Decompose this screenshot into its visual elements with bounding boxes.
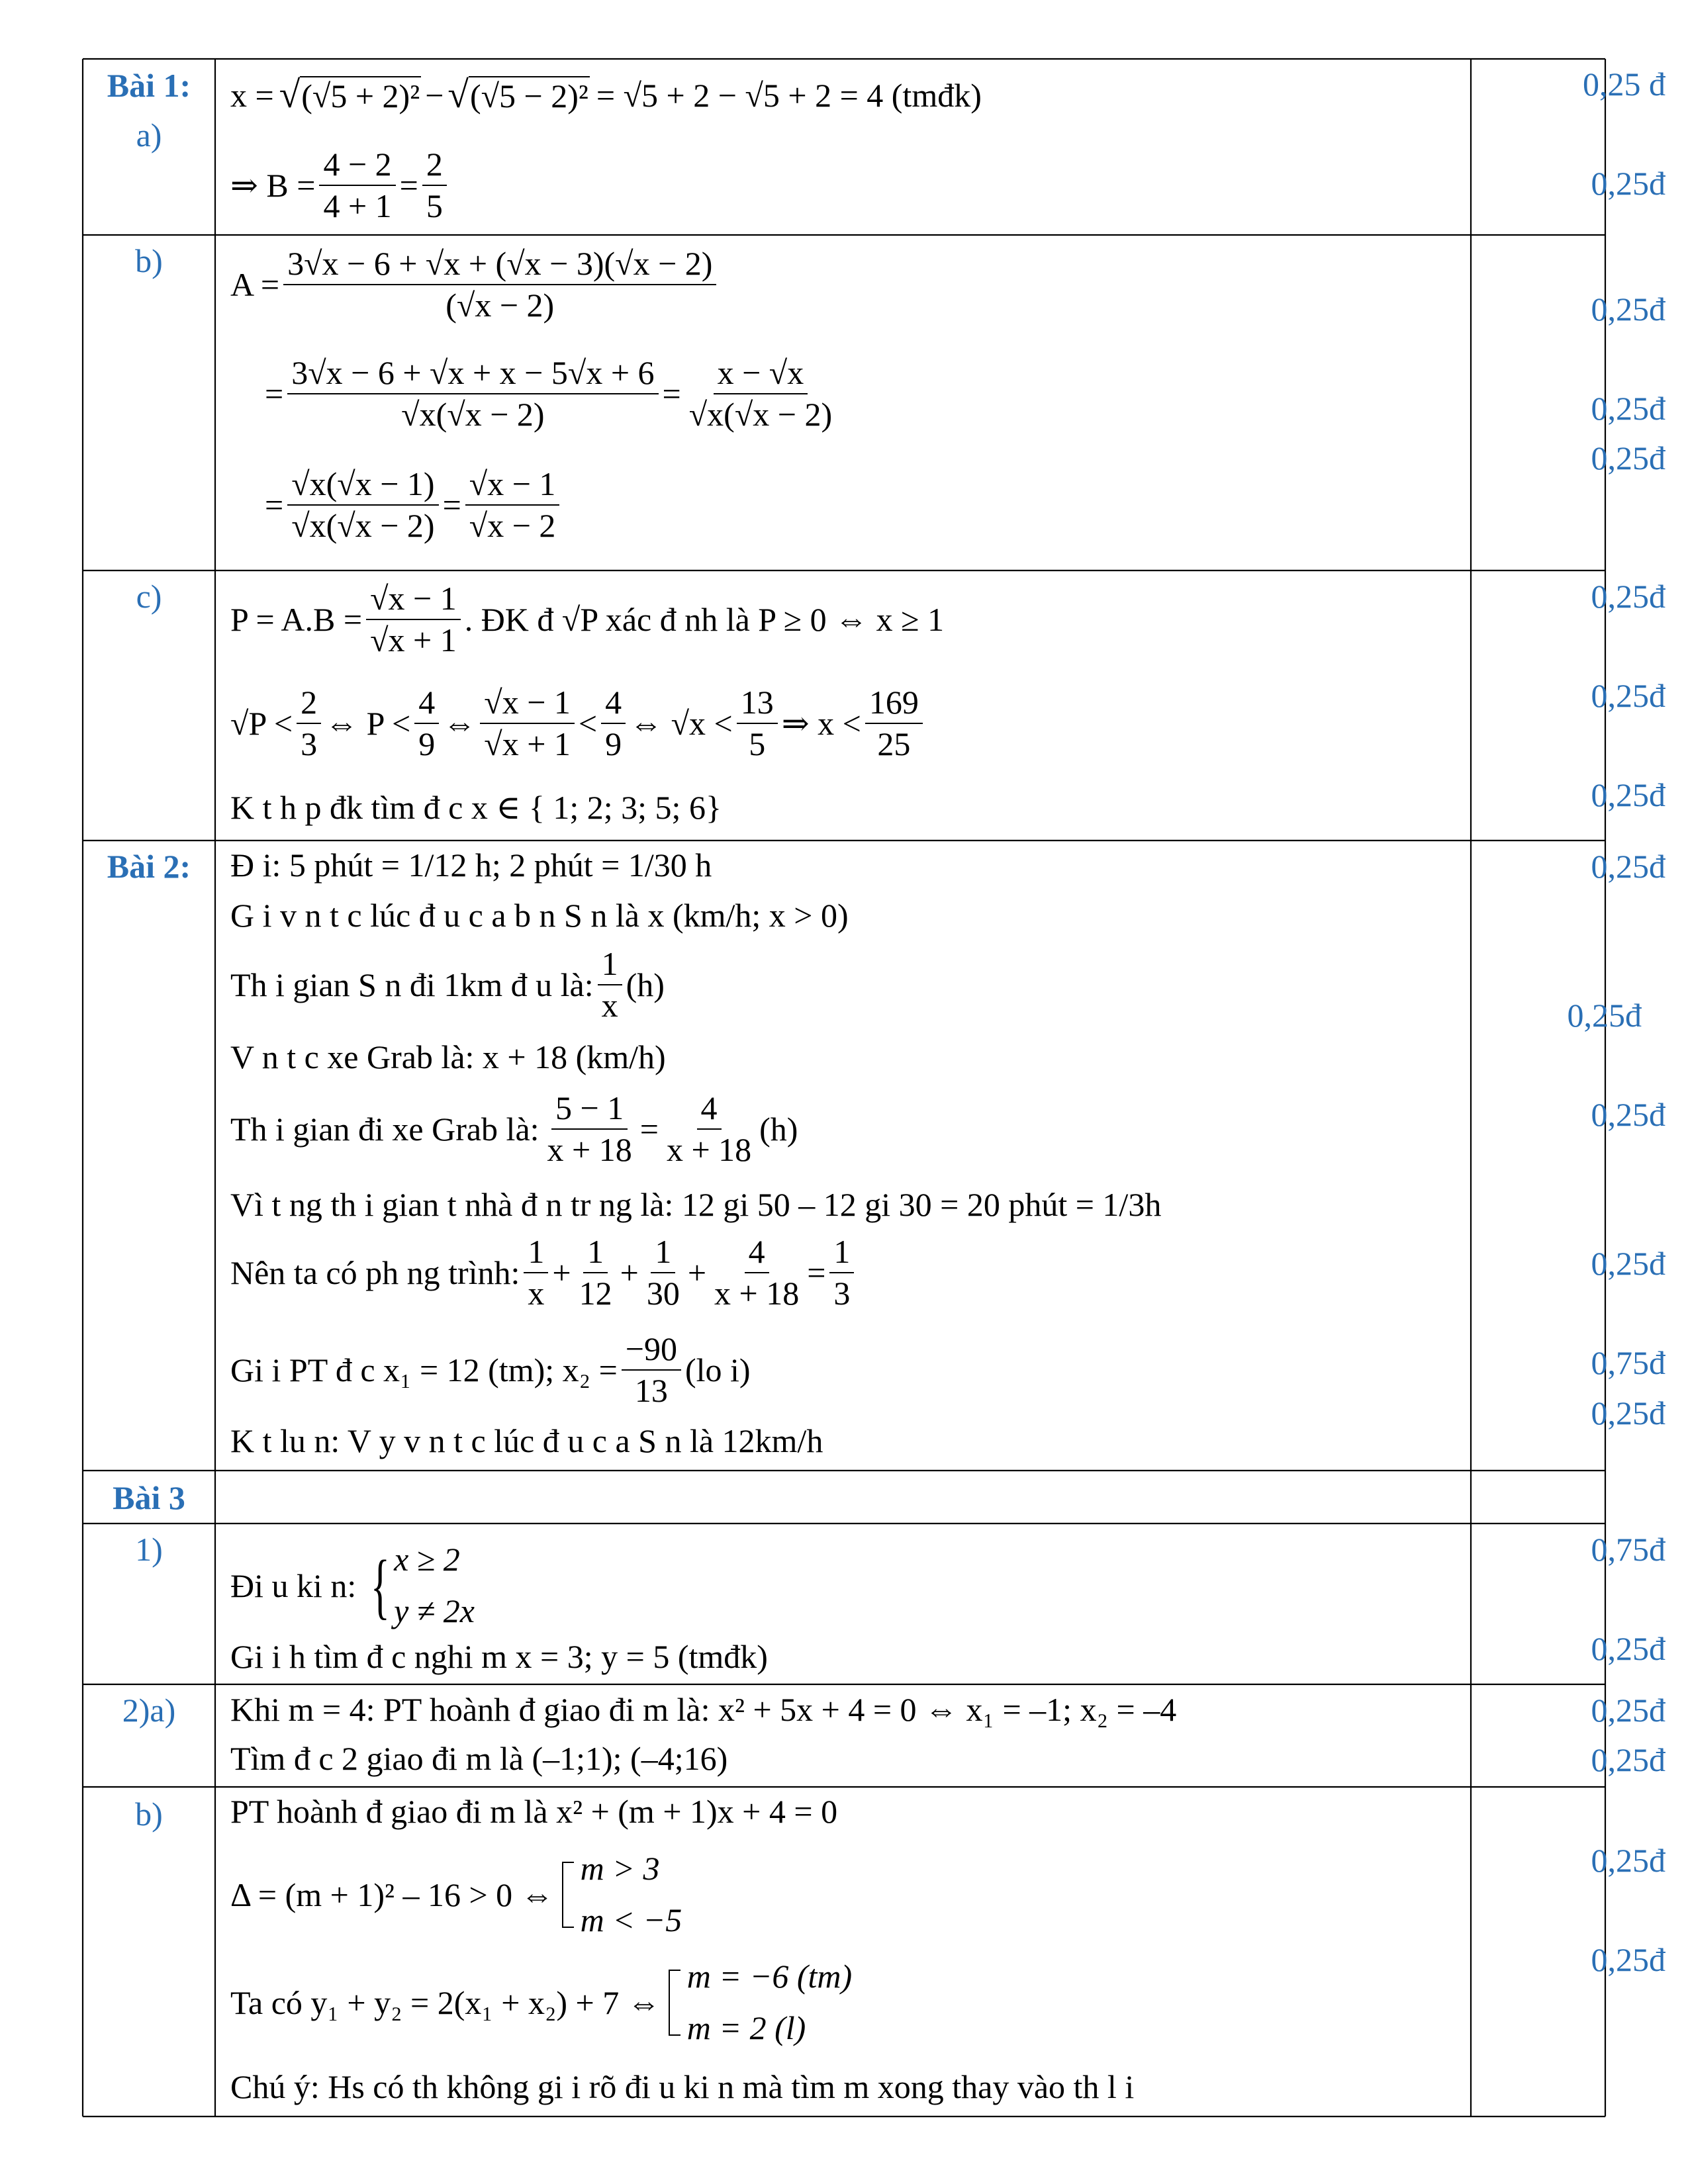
score: 0,25 đ [1583, 66, 1665, 103]
fraction: $\frac{√x - 1}{√x + 1}$ [480, 685, 575, 761]
fraction: $\frac{4}{x + 18}$ [714, 1233, 800, 1312]
fraction: $\frac{13}{5}$ [737, 685, 778, 761]
text: = [662, 375, 681, 412]
score: 0,25đ [1591, 578, 1665, 615]
score: 0,25đ [1591, 165, 1665, 202]
bai1a-line1 [230, 76, 982, 114]
fraction: $\frac{4}{x + 18}$ [666, 1089, 752, 1168]
part-label-3-1: 1) [135, 1531, 163, 1568]
score: 0,25đ [1591, 1245, 1665, 1282]
score: 0,25đ [1591, 1096, 1665, 1133]
text: + [687, 1253, 707, 1291]
radical: √ (√5 + 2)² [279, 74, 420, 116]
bai1a-line2 [230, 147, 451, 223]
bai3-2a-line1: Khi m = 4: PT hoành đ giao đi m là: x² + 5x + 4 = 0 ⇔ x₁ = –1; x₂ = –4 [230, 1691, 1177, 1728]
text: Gi i PT đ c x₁ = 12 (tm); x₂ = [230, 1351, 618, 1388]
part-label-3-2b: b) [135, 1796, 163, 1833]
bracket: m > 3 m < −5 [562, 1843, 682, 1946]
fraction: $\frac{1}{x}$ [598, 946, 622, 1023]
bai3-2b-line1: PT hoành đ giao đi m là x² + (m + 1)x + 4 = 0 [230, 1793, 838, 1830]
text: . ĐK đ √P xác đ nh là P ≥ 0 ⇔ x ≥ 1 [464, 600, 945, 638]
part-label-1a: a) [136, 116, 162, 154]
score: 0,25đ [1591, 677, 1665, 714]
bai1b-line2 [265, 355, 840, 432]
fraction: $\frac{4}{9}$ [414, 685, 439, 761]
text: x = [230, 76, 274, 114]
fraction: $\frac{4 - 2}{4 + 1}$ [319, 147, 395, 223]
text: = √5 + 2 − √5 + 2 = 4 (tmđk) [596, 76, 982, 114]
text: + [620, 1253, 639, 1291]
fraction: $\frac{x - √x}{√x(√x - 2)}$ [688, 354, 833, 433]
bai1c-line3: K t h p đk tìm đ c x ∈ { 1; 2; 3; 5; 6} [230, 789, 722, 826]
fraction: $\frac{-90}{13}$ [622, 1332, 681, 1408]
score: 0,25đ [1567, 997, 1642, 1034]
text: ⇔ [443, 704, 477, 742]
text: = [442, 486, 461, 523]
score: 0,25đ [1591, 439, 1665, 477]
text: √P < [230, 704, 293, 742]
text: Ta có y₁ + y₂ = 2(x₁ + x₂) + 7 ⇔ [230, 1983, 661, 2021]
fraction: $\frac{1}{30}$ [646, 1233, 680, 1312]
fraction: $\frac{3√x - 6 + √x + x - 5√x + 6}{√x(√x - 2)}$ [287, 355, 658, 432]
fraction: $\frac{4}{9}$ [601, 685, 626, 761]
score: 0,75đ [1591, 1531, 1665, 1568]
part-label-1c: c) [136, 578, 162, 615]
text: Th i gian S n đi 1km đ u là: [230, 966, 594, 1003]
bai2-line7 [230, 1234, 858, 1310]
text: = [807, 1253, 826, 1291]
text: < [578, 704, 598, 742]
text: = [639, 1110, 659, 1148]
score: 0,25đ [1591, 1941, 1665, 1978]
fraction: $\frac{√x - 1}{√x + 1}$ [366, 581, 461, 657]
score: 0,25đ [1591, 848, 1665, 885]
bai2-line6: Vì t ng th i gian t nhà đ n tr ng là: 12 gi 50 – 12 gi 30 = 20 phút = 1/3h [230, 1186, 1162, 1223]
system-brace: { x ≥ 2 y ≠ 2x [371, 1541, 475, 1629]
bai2-line3 [230, 946, 665, 1023]
fraction: $\frac{2}{5}$ [422, 147, 447, 223]
fraction: $\frac{√x - 1}{√x - 2}$ [465, 467, 560, 543]
radical: √ (√5 − 2)² [447, 74, 588, 116]
text: Đi u ki n: [230, 1567, 357, 1604]
score: 0,25đ [1591, 291, 1665, 328]
bai2-line1: Đ i: 5 phút = 1/12 h; 2 phút = 1/30 h [230, 846, 712, 884]
score: 0,25đ [1591, 1842, 1665, 1879]
bai3-1-line1 [230, 1534, 475, 1637]
fraction: $\frac{1}{12}$ [579, 1233, 612, 1312]
score: 0,25đ [1591, 1741, 1665, 1778]
section-label-bai1: Bài 1: [107, 67, 191, 104]
fraction: $\frac{1}{x}$ [524, 1234, 548, 1310]
fraction: $\frac{169}{25}$ [865, 685, 923, 761]
text: ⇔ √x < [630, 704, 733, 742]
score: 0,25đ [1591, 390, 1665, 427]
bai3-2a-line2: Tìm đ c 2 giao đi m là (–1;1); (–4;16) [230, 1740, 728, 1777]
part-label-3-2a: 2)a) [122, 1692, 176, 1729]
text: = [265, 486, 284, 523]
text: A = [230, 265, 280, 303]
section-label-bai3: Bài 3 [113, 1479, 185, 1516]
section-label-bai2: Bài 2: [107, 848, 191, 885]
bai3-2b-line4: Chú ý: Hs có th không gi i rõ đi u ki n mà tìm m xong thay vào th l i [230, 2068, 1135, 2105]
text: Th i gian đi xe Grab là: [230, 1110, 539, 1148]
bracket: m = −6 (tm) m = 2 (l) [669, 1951, 852, 2054]
text: (h) [759, 1110, 798, 1148]
bai2-line8 [230, 1332, 751, 1408]
bai2-line5 [230, 1091, 798, 1167]
score: 0,25đ [1591, 776, 1665, 813]
fraction: $\frac{5 - 1}{x + 18}$ [547, 1089, 632, 1168]
score: 0,25đ [1591, 1394, 1665, 1432]
bai1b-line1 [230, 246, 720, 322]
score: 0,75đ [1591, 1344, 1665, 1381]
fraction: $\frac{√x(√x - 1)}{√x(√x - 2)}$ [287, 467, 438, 543]
text: (lo i) [684, 1351, 751, 1388]
fraction: $\frac{2}{3}$ [297, 685, 321, 761]
text: ⇔ P < [325, 704, 411, 742]
bai1c-line2 [230, 685, 927, 761]
text: + [552, 1253, 571, 1291]
text: ⇒ B = [230, 166, 316, 204]
bai1b-line3 [265, 467, 563, 543]
bai3-1-line2: Gi i h tìm đ c nghi m x = 3; y = 5 (tmđk) [230, 1638, 768, 1675]
bai2-line9: K t lu n: V y v n t c lúc đ u c a S n là 12km/h [230, 1422, 823, 1459]
text: Nên ta có ph ng trình: [230, 1253, 520, 1291]
fraction: $\frac{1}{3}$ [829, 1234, 854, 1310]
bai1c-line1 [230, 581, 944, 657]
score: 0,25đ [1591, 1692, 1665, 1729]
bai2-line2: G i v n t c lúc đ u c a b n S n là x (km/h; x > 0) [230, 897, 849, 934]
text: − [425, 76, 444, 114]
text: ⇒ x < [781, 704, 861, 742]
bai3-2b-line2 [230, 1843, 682, 1946]
text: = [399, 166, 418, 204]
fraction: $\frac{3√x - 6 + √x + (√x - 3)(√x - 2)}{(√x - 2)}$ [283, 246, 716, 322]
score: 0,25đ [1591, 1630, 1665, 1667]
text: = [265, 375, 284, 412]
part-label-1b: b) [135, 242, 163, 279]
bai2-line4: V n t c xe Grab là: x + 18 (km/h) [230, 1038, 666, 1075]
bai3-2b-line3 [230, 1951, 852, 2054]
text: P = A.B = [230, 600, 363, 638]
text: Δ = (m + 1)² – 16 > 0 ⇔ [230, 1876, 554, 1913]
text: (h) [626, 966, 665, 1003]
